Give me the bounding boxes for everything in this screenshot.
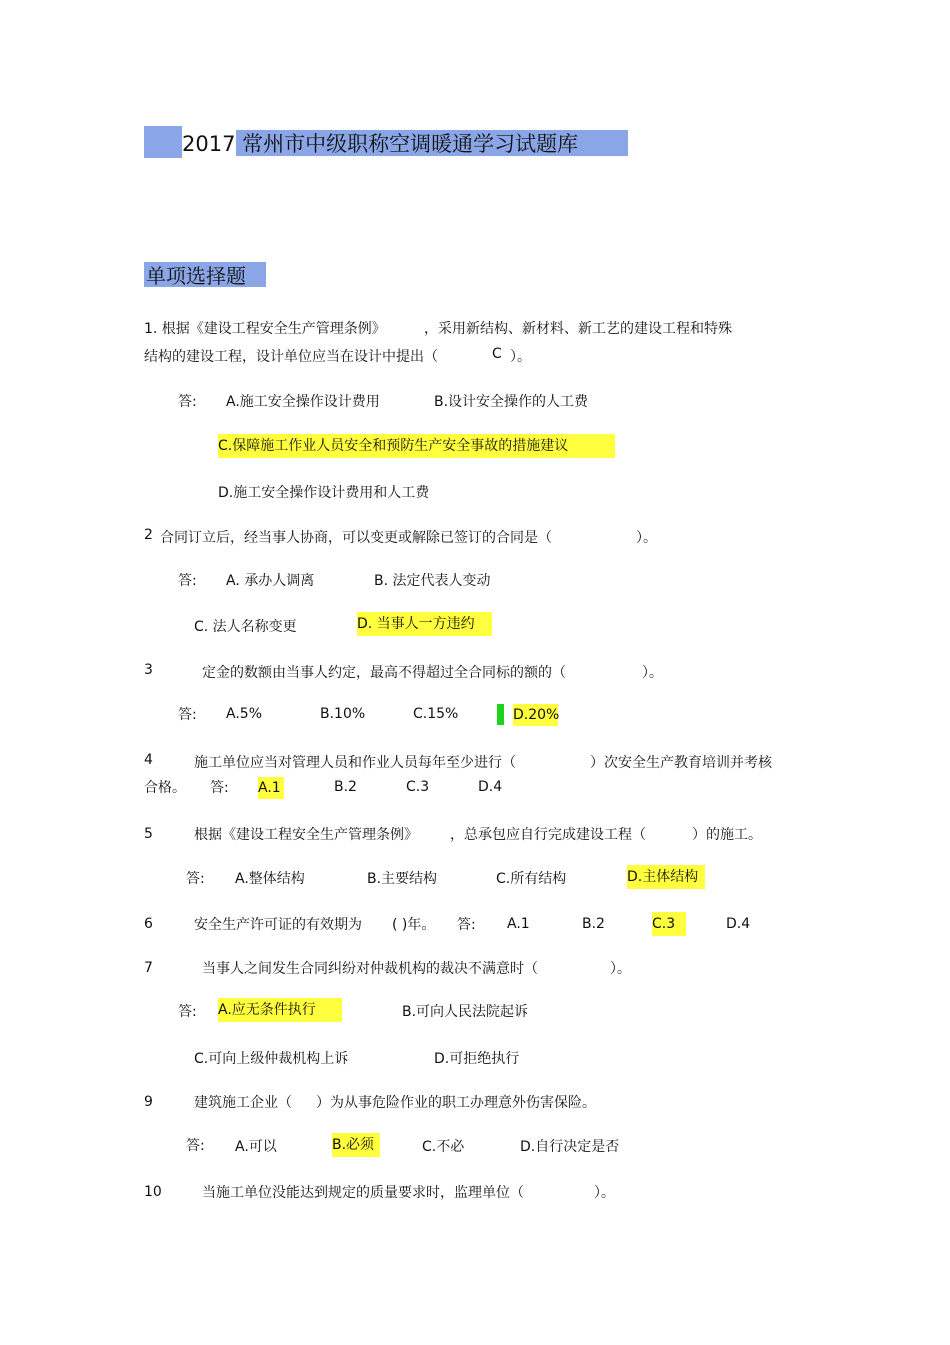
q2-option-a: A. 承办人调离: [226, 573, 315, 589]
q2-text: 合同订立后，经当事人协商，可以变更或解除已签订的合同是（: [160, 530, 552, 546]
q7-text: 当事人之间发生合同纠纷对仲裁机构的裁决不满意时（: [202, 961, 538, 977]
q9-option-c: C.不必: [422, 1139, 465, 1155]
title-text: 常州市中级职称空调暖通学习试题库: [242, 132, 579, 156]
q10-number: 10: [144, 1184, 162, 1200]
q5-option-c: C.所有结构: [496, 871, 567, 887]
q3-option-d: D.20%: [513, 704, 558, 726]
q4-answer-label: 答:: [210, 780, 229, 796]
q5-text: 根据《建设工程安全生产管理条例》: [194, 827, 418, 843]
q7-answer-label: 答:: [178, 1004, 197, 1020]
q7-option-c: C.可向上级仲裁机构上诉: [194, 1051, 349, 1067]
q4-text2: ）次安全生产教育培训并考核: [590, 755, 772, 771]
q1-answer: C: [492, 346, 502, 362]
q9-answer-label: 答:: [186, 1138, 205, 1154]
q5-text2: ，总承包应自行完成建设工程（: [450, 827, 646, 843]
title-year: 2017: [182, 132, 236, 156]
q1-option-c: C.保障施工作业人员安全和预防生产安全事故的措施建议: [218, 434, 615, 458]
q4-option-b: B.2: [334, 779, 357, 795]
q1-option-a: A.施工安全操作设计费用: [226, 394, 380, 410]
q6-option-d: D.4: [726, 916, 751, 932]
q3-option-c: C.15%: [413, 706, 459, 722]
q5-option-d: D.主体结构: [627, 865, 705, 889]
q5-answer-label: 答:: [186, 871, 205, 887]
q3-answer-label: 答:: [178, 707, 197, 723]
q10-text: 当施工单位没能达到规定的质量要求时，监理单位（: [202, 1185, 524, 1201]
q6-option-b: B.2: [582, 916, 605, 932]
q5-option-a: A.整体结构: [235, 871, 305, 887]
q3-option-a: A.5%: [226, 706, 262, 722]
q4-option-a: A.1: [258, 777, 284, 799]
q2-option-d: D. 当事人一方违约: [357, 612, 492, 636]
q1-option-b: B.设计安全操作的人工费: [434, 394, 589, 410]
q1-line2a: 结构的建设工程，设计单位应当在设计中提出（: [144, 349, 438, 365]
q9-option-a: A.可以: [235, 1139, 277, 1155]
q9-text2: ）为从事危险作业的职工办理意外伤害保险。: [316, 1095, 596, 1111]
q6-answer-label: 答:: [457, 917, 476, 933]
q1-option-d: D.施工安全操作设计费用和人工费: [218, 485, 430, 501]
q6-blank: ( )年。: [392, 917, 436, 933]
q4-line2: 合格。: [144, 780, 186, 796]
q9-text: 建筑施工企业（: [194, 1095, 292, 1111]
q4-text: 施工单位应当对管理人员和作业人员每年至少进行（: [194, 755, 516, 771]
q4-number: 4: [144, 752, 153, 768]
q3-text: 定金的数额由当事人约定，最高不得超过全合同标的额的（: [202, 665, 566, 681]
q4-option-c: C.3: [406, 779, 430, 795]
q3-answer-marker: [497, 704, 504, 725]
q2-option-b: B. 法定代表人变动: [374, 573, 491, 589]
title-highlight-left: [144, 126, 182, 158]
q9-number: 9: [144, 1094, 153, 1110]
q1-answer-label: 答:: [178, 394, 197, 410]
q9-option-d: D.自行决定是否: [520, 1139, 620, 1155]
q5-number: 5: [144, 826, 153, 842]
q2-option-c: C. 法人名称变更: [194, 619, 297, 635]
q1-line1a: 1. 根据《建设工程安全生产管理条例》: [144, 321, 386, 337]
q6-option-a: A.1: [507, 916, 530, 932]
q2-answer-label: 答:: [178, 573, 197, 589]
q6-number: 6: [144, 916, 153, 932]
q4-option-d: D.4: [478, 779, 503, 795]
q2-number: 2: [144, 527, 153, 543]
q5-option-b: B.主要结构: [367, 871, 438, 887]
q2-tail: ）。: [636, 530, 657, 546]
q7-option-b: B.可向人民法院起诉: [402, 1004, 529, 1020]
q3-option-b: B.10%: [320, 706, 366, 722]
q7-option-d: D.可拒绝执行: [434, 1051, 520, 1067]
q7-option-a: A.应无条件执行: [218, 998, 342, 1022]
q7-tail: ）。: [610, 961, 631, 977]
q10-tail: ）。: [594, 1185, 615, 1201]
q5-tail: ）的施工。: [692, 827, 762, 843]
q9-option-b: B.必须: [332, 1133, 380, 1157]
q1-line1b: ，采用新结构、新材料、新工艺的建设工程和特殊: [424, 321, 732, 337]
q7-number: 7: [144, 960, 153, 976]
page-title: [182, 128, 578, 158]
q1-line2b: ）。: [510, 349, 531, 365]
q6-text: 安全生产许可证的有效期为: [194, 917, 362, 933]
section-title: 单项选择题: [146, 264, 246, 288]
q3-number: 3: [144, 662, 153, 678]
q6-option-c: C.3: [652, 912, 686, 936]
q3-tail: ）。: [642, 665, 663, 681]
